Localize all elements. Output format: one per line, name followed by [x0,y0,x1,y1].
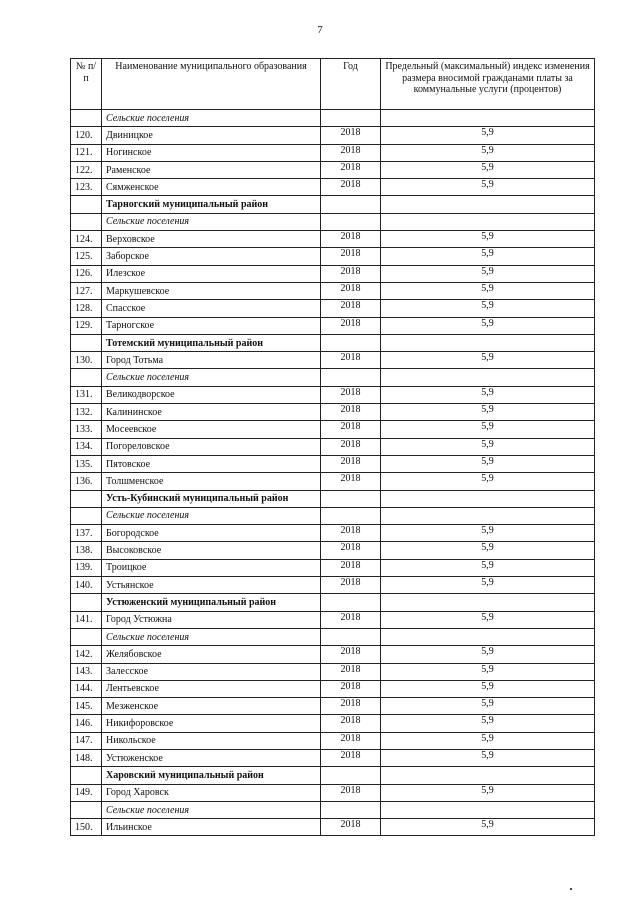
table-row [71,559,595,576]
row-name: Устюженский муниципальный район [102,594,321,611]
subsection-row [71,507,595,524]
header-index: Предельный (максимальный) индекс изменения размера вносимой гражданами платы за коммунальные услуги (процентов) [381,59,595,110]
table-row [71,784,595,801]
table-row [71,525,595,542]
row-year: 2018 [321,819,381,836]
row-year: 2018 [321,144,381,161]
row-index: 5,9 [381,404,595,421]
row-index [381,110,595,127]
row-name: Троицкое [102,559,321,576]
row-number: 141. [71,611,102,628]
table-row [71,282,595,299]
table-row [71,715,595,732]
table-row [71,317,595,334]
row-number [71,490,102,507]
row-name: Заборское [102,248,321,265]
row-name: Погореловское [102,438,321,455]
row-number [71,801,102,818]
row-year: 2018 [321,784,381,801]
row-index: 5,9 [381,542,595,559]
table-row [71,473,595,490]
row-number: 149. [71,784,102,801]
row-number [71,369,102,386]
row-number: 150. [71,819,102,836]
row-number: 134. [71,438,102,455]
row-number [71,628,102,645]
row-number [71,213,102,230]
table-row [71,611,595,628]
row-name: Устьянское [102,577,321,594]
row-index [381,490,595,507]
row-name: Сельские поселения [102,628,321,645]
row-number: 140. [71,577,102,594]
row-year [321,628,381,645]
row-number: 138. [71,542,102,559]
row-name: Никифоровское [102,715,321,732]
row-number [71,196,102,213]
row-name: Сельские поселения [102,110,321,127]
table-row [71,680,595,697]
table-row [71,127,595,144]
table-row [71,179,595,196]
row-index [381,196,595,213]
row-year [321,213,381,230]
row-index: 5,9 [381,248,595,265]
row-year: 2018 [321,663,381,680]
row-year [321,767,381,784]
table-row [71,646,595,663]
subsection-row [71,213,595,230]
table-row [71,144,595,161]
row-number: 127. [71,282,102,299]
row-name: Ильинское [102,819,321,836]
table-row [71,455,595,472]
row-year: 2018 [321,455,381,472]
row-year [321,594,381,611]
row-name: Сельские поселения [102,213,321,230]
table-body [71,110,595,836]
row-name: Никольское [102,732,321,749]
subsection-row [71,628,595,645]
row-number [71,110,102,127]
subsection-row [71,369,595,386]
table-row [71,819,595,836]
district-header-row [71,767,595,784]
page-number: 7 [317,24,323,36]
row-year [321,334,381,351]
row-year [321,369,381,386]
row-name: Тарногский муниципальный район [102,196,321,213]
row-index: 5,9 [381,282,595,299]
row-index [381,801,595,818]
row-number [71,594,102,611]
district-header-row [71,490,595,507]
table-row [71,663,595,680]
row-index [381,628,595,645]
row-index: 5,9 [381,421,595,438]
row-name: Город Харовск [102,784,321,801]
row-number: 139. [71,559,102,576]
row-index: 5,9 [381,698,595,715]
table-row [71,749,595,766]
row-year: 2018 [321,265,381,282]
row-number: 136. [71,473,102,490]
row-index: 5,9 [381,611,595,628]
table-row [71,161,595,178]
row-name: Сямженское [102,179,321,196]
row-number: 147. [71,732,102,749]
row-index: 5,9 [381,732,595,749]
row-number: 129. [71,317,102,334]
row-number: 131. [71,386,102,403]
row-year: 2018 [321,352,381,369]
row-index: 5,9 [381,265,595,282]
row-year: 2018 [321,559,381,576]
row-number [71,767,102,784]
row-number: 128. [71,300,102,317]
row-year: 2018 [321,282,381,299]
row-name: Сельские поселения [102,507,321,524]
row-index: 5,9 [381,473,595,490]
row-index: 5,9 [381,559,595,576]
header-year: Год [321,59,381,110]
row-number: 133. [71,421,102,438]
table-row [71,698,595,715]
row-year: 2018 [321,317,381,334]
row-year [321,196,381,213]
row-name: Калининское [102,404,321,421]
row-year [321,490,381,507]
row-name: Тотемский муниципальный район [102,334,321,351]
row-name: Илезское [102,265,321,282]
row-year: 2018 [321,646,381,663]
table-row [71,542,595,559]
row-index: 5,9 [381,127,595,144]
row-year: 2018 [321,715,381,732]
row-index: 5,9 [381,680,595,697]
table-row [71,231,595,248]
row-name: Высоковское [102,542,321,559]
row-year [321,110,381,127]
row-name: Тарногское [102,317,321,334]
row-number: 132. [71,404,102,421]
row-index: 5,9 [381,386,595,403]
row-index: 5,9 [381,179,595,196]
table-header-row [71,59,595,110]
row-year [321,507,381,524]
row-name: Богородское [102,525,321,542]
row-number: 124. [71,231,102,248]
row-name: Город Устюжна [102,611,321,628]
row-year: 2018 [321,611,381,628]
row-name: Сельские поселения [102,369,321,386]
row-year: 2018 [321,231,381,248]
row-index: 5,9 [381,663,595,680]
row-name: Раменское [102,161,321,178]
row-name: Верховское [102,231,321,248]
row-name: Устюженское [102,749,321,766]
row-number: 120. [71,127,102,144]
row-number: 146. [71,715,102,732]
row-index: 5,9 [381,161,595,178]
row-number: 126. [71,265,102,282]
row-number: 130. [71,352,102,369]
table-row [71,352,595,369]
row-index: 5,9 [381,300,595,317]
header-num: № п/п [71,59,102,110]
row-index: 5,9 [381,577,595,594]
table-row [71,404,595,421]
row-index: 5,9 [381,819,595,836]
tariff-index-table [70,58,595,836]
row-index [381,594,595,611]
row-number: 143. [71,663,102,680]
row-index: 5,9 [381,317,595,334]
row-year: 2018 [321,386,381,403]
row-year: 2018 [321,473,381,490]
row-year: 2018 [321,161,381,178]
row-index: 5,9 [381,525,595,542]
row-name: Двиницкое [102,127,321,144]
row-year: 2018 [321,300,381,317]
row-year: 2018 [321,404,381,421]
row-year: 2018 [321,732,381,749]
row-index [381,369,595,386]
table-row [71,732,595,749]
row-name: Харовский муниципальный район [102,767,321,784]
row-year: 2018 [321,749,381,766]
row-number: 123. [71,179,102,196]
row-index [381,213,595,230]
table-row [71,577,595,594]
row-name: Мосеевское [102,421,321,438]
row-number: 121. [71,144,102,161]
row-year: 2018 [321,525,381,542]
row-name: Спасское [102,300,321,317]
row-name: Толшменское [102,473,321,490]
row-name: Сельские поселения [102,801,321,818]
row-name: Великодворское [102,386,321,403]
row-year: 2018 [321,698,381,715]
row-index: 5,9 [381,144,595,161]
row-index [381,334,595,351]
row-name: Пятовское [102,455,321,472]
row-name: Желябовское [102,646,321,663]
district-header-row [71,594,595,611]
row-year: 2018 [321,680,381,697]
row-year [321,801,381,818]
row-year: 2018 [321,577,381,594]
table-row [71,386,595,403]
row-number [71,334,102,351]
table-row [71,300,595,317]
subsection-row [71,110,595,127]
row-number: 135. [71,455,102,472]
row-index: 5,9 [381,646,595,663]
table-row [71,438,595,455]
row-index: 5,9 [381,715,595,732]
row-name: Мезженское [102,698,321,715]
row-year: 2018 [321,438,381,455]
row-number: 122. [71,161,102,178]
subsection-row [71,801,595,818]
row-name: Усть-Кубинский муниципальный район [102,490,321,507]
row-index: 5,9 [381,352,595,369]
row-number: 137. [71,525,102,542]
row-year: 2018 [321,248,381,265]
row-number: 145. [71,698,102,715]
row-index: 5,9 [381,438,595,455]
row-number: 148. [71,749,102,766]
row-number: 125. [71,248,102,265]
table-row [71,248,595,265]
row-number: 144. [71,680,102,697]
row-index [381,767,595,784]
row-year: 2018 [321,127,381,144]
row-number: 142. [71,646,102,663]
table-row [71,421,595,438]
row-number [71,507,102,524]
row-name: Маркушевское [102,282,321,299]
row-name: Город Тотьма [102,352,321,369]
row-index [381,507,595,524]
row-year: 2018 [321,179,381,196]
row-index: 5,9 [381,749,595,766]
row-index: 5,9 [381,455,595,472]
row-index: 5,9 [381,784,595,801]
district-header-row [71,334,595,351]
row-year: 2018 [321,421,381,438]
header-name: Наименование муниципального образования [102,59,321,110]
row-index: 5,9 [381,231,595,248]
row-name: Залесское [102,663,321,680]
row-year: 2018 [321,542,381,559]
row-name: Ногинское [102,144,321,161]
table-row [71,265,595,282]
district-header-row [71,196,595,213]
row-name: Лентьевское [102,680,321,697]
scan-dot [570,888,572,890]
